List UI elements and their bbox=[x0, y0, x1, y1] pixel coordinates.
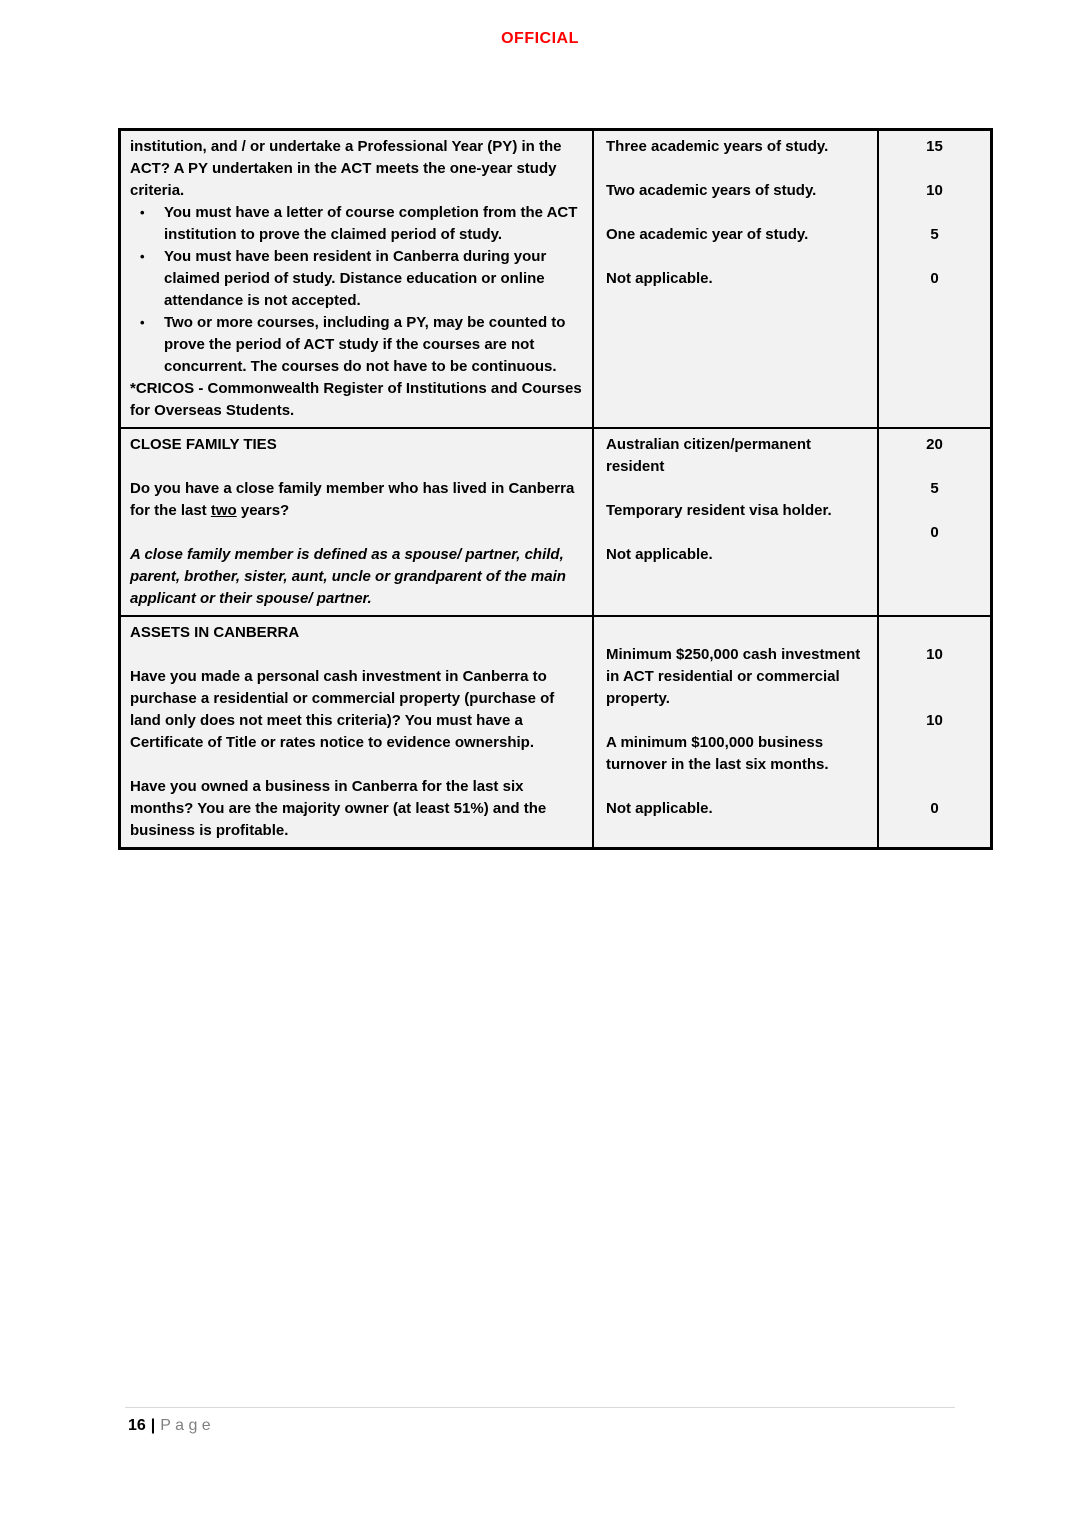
points-value: 5 bbox=[930, 480, 939, 497]
criteria-cell-act-study bbox=[121, 131, 594, 427]
points-value: 5 bbox=[930, 226, 939, 243]
points-value: 10 bbox=[926, 182, 943, 199]
spacer bbox=[606, 622, 869, 644]
question-prefix: Do you have a close family member who has lived in Canberra for the last bbox=[130, 480, 575, 519]
criteria-question: Have you owned a business in Canberra for the last six months? You are the majority owner (at least 51%) and the business is profitable. bbox=[130, 778, 547, 839]
points-value: 10 bbox=[926, 646, 943, 663]
points-value: 0 bbox=[930, 524, 939, 541]
option-label: Not applicable. bbox=[606, 800, 713, 817]
option-label: Three academic years of study. bbox=[606, 138, 829, 155]
option-label: One academic year of study. bbox=[606, 226, 809, 243]
points-cell-assets-in-canberra bbox=[879, 617, 990, 847]
options-cell-assets-in-canberra bbox=[594, 617, 879, 847]
option-label: Temporary resident visa holder. bbox=[606, 502, 832, 519]
cricos-footnote: *CRICOS - Commonwealth Register of Institutions and Courses for Overseas Students. bbox=[130, 380, 582, 419]
criteria-bullet-list bbox=[130, 202, 582, 378]
option-label: Not applicable. bbox=[606, 270, 713, 287]
question-underlined-word: two bbox=[210, 502, 237, 519]
option-label: Australian citizen/permanent resident bbox=[606, 436, 812, 475]
option-label: Not applicable. bbox=[606, 546, 713, 563]
option-label: Minimum $250,000 cash investment in ACT residential or commercial property. bbox=[606, 646, 861, 707]
table-row-assets-in-canberra bbox=[121, 617, 990, 847]
bullet-item: • You must have been resident in Canberra during your claimed period of study. Distance education or online attendance is not accepted. bbox=[130, 246, 582, 312]
bullet-item: • Two or more courses, including a PY, may be counted to prove the period of ACT study if the courses are not concurrent. The courses do not have to be continuous. bbox=[130, 312, 582, 378]
table-row-close-family-ties bbox=[121, 429, 990, 617]
points-criteria-table bbox=[118, 128, 993, 850]
points-cell-act-study bbox=[879, 131, 990, 427]
options-cell-act-study bbox=[594, 131, 879, 427]
page-header bbox=[0, 30, 1080, 48]
criteria-question: Have you made a personal cash investment in Canberra to purchase a residential or commercial property (purchase of land only does not meet this criteria)? You must have a Certificate of Title or rates notice to evidence ownership. bbox=[130, 668, 555, 751]
footer-divider-line bbox=[125, 1407, 955, 1408]
points-value: 15 bbox=[926, 138, 943, 155]
footer-separator: | bbox=[150, 1417, 156, 1434]
section-heading: CLOSE FAMILY TIES bbox=[130, 436, 277, 453]
close-family-definition: A close family member is defined as a spouse/ partner, child, parent, brother, sister, aunt, uncle or grandparent of the main applicant or their spouse/ partner. bbox=[130, 546, 566, 607]
page-number: 16 bbox=[128, 1417, 146, 1434]
criteria-intro-text: institution, and / or undertake a Professional Year (PY) in the ACT? A PY undertaken in the ACT meets the one-year study criteria. bbox=[130, 138, 562, 199]
page-footer bbox=[128, 1414, 211, 1438]
option-label: A minimum $100,000 business turnover in the last six months. bbox=[606, 734, 829, 773]
points-value: 10 bbox=[926, 712, 943, 729]
options-cell-close-family-ties bbox=[594, 429, 879, 615]
points-value: 0 bbox=[930, 270, 939, 287]
official-classification-label: OFFICIAL bbox=[501, 30, 579, 47]
section-heading: ASSETS IN CANBERRA bbox=[130, 624, 300, 641]
table-row-act-study bbox=[121, 131, 990, 429]
criteria-cell-close-family-ties bbox=[121, 429, 594, 615]
criteria-cell-assets-in-canberra bbox=[121, 617, 594, 847]
question-suffix: years? bbox=[236, 502, 290, 519]
points-value: 20 bbox=[926, 436, 943, 453]
criteria-question bbox=[130, 478, 582, 522]
points-value: 0 bbox=[930, 800, 939, 817]
bullet-item: • You must have a letter of course completion from the ACT institution to prove the claimed period of study. bbox=[130, 202, 582, 246]
points-cell-close-family-ties bbox=[879, 429, 990, 615]
option-label: Two academic years of study. bbox=[606, 182, 817, 199]
page-word: P a g e bbox=[160, 1417, 211, 1434]
